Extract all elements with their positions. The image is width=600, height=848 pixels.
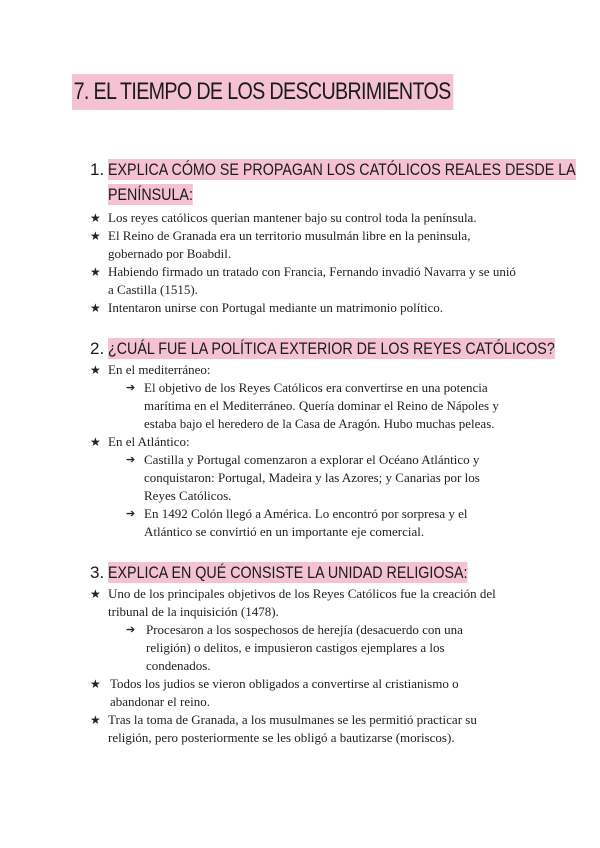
star-icon: ★ — [90, 677, 101, 691]
star-icon: ★ — [90, 587, 101, 601]
star-icon: ★ — [90, 229, 101, 243]
sub-item-text: En 1492 Colón llegó a América. Lo encontró por sorpresa y el Atlántico se convirtió en un importante eje comercial. — [144, 506, 468, 539]
list-item — [90, 209, 530, 227]
star-icon: ★ — [90, 713, 101, 727]
sub-item — [126, 505, 506, 541]
arrow-icon: ➔ — [126, 624, 136, 636]
list-item-text: Intentaron unirse con Portugal mediante un matrimonio político. — [108, 300, 444, 315]
section-number: 1. — [90, 160, 105, 179]
list-item — [90, 433, 530, 451]
list-item — [90, 227, 520, 263]
sub-item-text: Procesaron a los sospechosos de herejía (desacuerdo con una religión) o delitos, e impusieron castigos ejemplares a los condenados. — [146, 622, 463, 673]
list-item-text: Tras la toma de Granada, a los musulmanes se les permitió practicar su religión, pero posteriormente se les obligó a bautizarse (moriscos). — [108, 712, 477, 745]
star-icon: ★ — [90, 363, 101, 377]
sub-item-text: El objetivo de los Reyes Católicos era convertirse en una potencia marítima en el Mediterráneo. Quería dominar el Reino de Nápoles y estaba bajo el heredero de la Casa de Aragón. Hubo muchas peleas. — [144, 380, 499, 431]
section-1-heading — [90, 157, 576, 207]
star-icon: ★ — [90, 211, 101, 225]
section-number: 3. — [90, 563, 105, 582]
arrow-icon: ➔ — [126, 382, 136, 394]
star-icon: ★ — [90, 301, 101, 315]
list-item — [90, 299, 530, 317]
sub-item — [126, 451, 506, 505]
sub-item — [126, 379, 526, 433]
list-item-text: Habiendo firmado un tratado con Francia, Fernando invadió Navarra y se unió a Castilla (1515). — [108, 264, 516, 297]
list-item — [90, 585, 530, 621]
section-heading-text: ¿CUÁL FUE LA POLÍTICA EXTERIOR DE LOS REYES CATÓLICOS? — [108, 339, 555, 358]
list-item-text: En el Atlántico: — [108, 434, 190, 449]
list-item-text: El Reino de Granada era un territorio musulmán libre en la peninsula, gobernado por Boabdil. — [108, 228, 471, 261]
list-item — [90, 675, 505, 711]
star-icon: ★ — [90, 435, 101, 449]
arrow-icon: ➔ — [126, 508, 136, 520]
section-heading-text: EXPLICA EN QUÉ CONSISTE LA UNIDAD RELIGIOSA: — [108, 563, 468, 582]
list-item-text: Los reyes católicos querian mantener bajo su control toda la península. — [108, 210, 477, 225]
list-item — [90, 361, 530, 379]
list-item — [90, 711, 520, 747]
arrow-icon: ➔ — [126, 454, 136, 466]
section-heading-text: EXPLICA CÓMO SE PROPAGAN LOS CATÓLICOS REALES DESDE LA PENÍNSULA: — [108, 160, 576, 204]
section-number: 2. — [90, 339, 105, 358]
list-item-text: Uno de los principales objetivos de los Reyes Católicos fue la creación del tribunal de la inquisición (1478). — [108, 586, 496, 619]
list-item — [90, 263, 520, 299]
section-3-heading — [90, 560, 560, 585]
section-2-heading — [90, 336, 560, 361]
star-icon: ★ — [90, 265, 101, 279]
sub-item-text: Castilla y Portugal comenzaron a explorar el Océano Atlántico y conquistaron: Portugal, Madeira y las Azores; y Canarias por los Reyes Católicos. — [144, 452, 480, 503]
list-item-text: Todos los judios se vieron obligados a convertirse al cristianismo o abandonar el reino. — [110, 676, 459, 709]
page-title: 7. EL TIEMPO DE LOS DESCUBRIMIENTOS — [72, 74, 453, 110]
sub-item — [126, 621, 506, 675]
list-item-text: En el mediterráneo: — [108, 362, 211, 377]
